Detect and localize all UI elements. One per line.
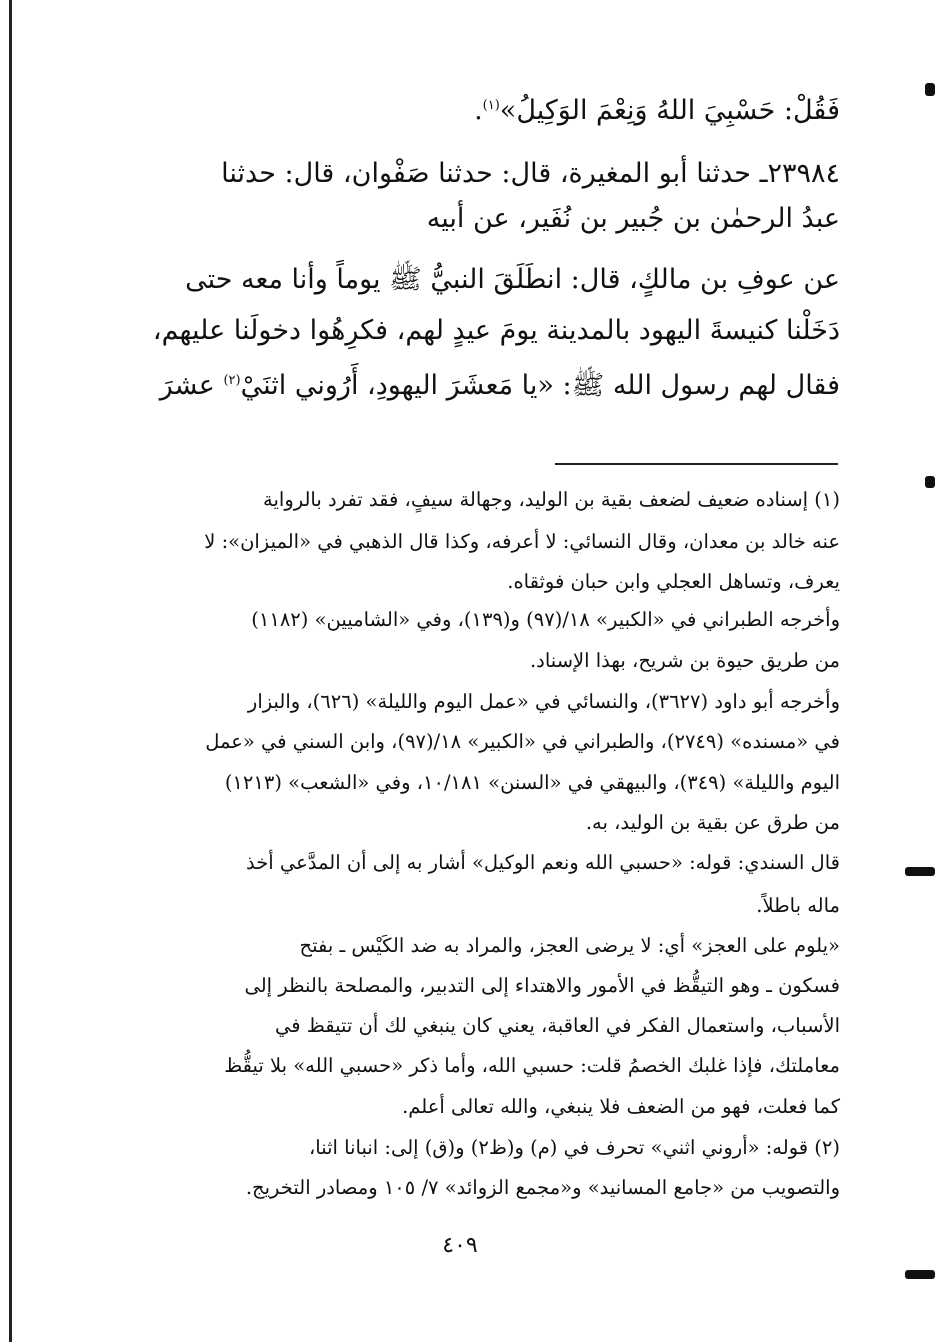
footnote-line: (١) إسناده ضعيف لضعف بقية بن الوليد، وجهالة سيفٍ، فقد تفرد بالرواية [263,488,840,511]
page-number: ٤٠٩ [442,1233,478,1258]
left-page-border [9,0,12,1342]
main-line-1: فَقُلْ: حَسْبِيَ اللهُ وَنِعْمَ الوَكِيلُ»$^{(١)}$. [474,95,840,126]
scan-edge-mark [925,476,935,488]
scan-edge-mark [905,1270,935,1279]
footnote-line: وأخرجه أبو داود (٣٦٢٧)، والنسائي في «عمل اليوم والليلة» (٦٢٦)، والبزار [247,690,840,713]
footnote-line: ماله باطلاً. [756,894,840,917]
footnote-line: من طرق عن بقية بن الوليد، به. [585,811,840,834]
footnote-line: معاملتك، فإذا غلبك الخصمُ قلت: حسبي الله، وأما ذكر «حسبي الله» بلا تيقُّظ [224,1054,840,1077]
footnote-line: عنه خالد بن معدان، وقال النسائي: لا أعرفه، وكذا قال الذهبي في «الميزان»: لا [204,530,840,553]
footnote-line: من طريق حيوة بن شريح، بهذا الإسناد. [529,649,840,672]
footnote-line: والتصويب من «جامع المسانيد» و«مجمع الزوائد» ٧/ ١٠٥ ومصادر التخريج. [245,1176,840,1199]
footnote-line: كما فعلت، فهو من الضعف فلا ينبغي، والله تعالى أعلم. [402,1095,840,1118]
footnote-line: الأسباب، واستعمال الفكر في العاقبة، يعني كان ينبغي لك أن تتيقظ في [274,1014,840,1037]
scan-edge-mark [925,83,935,96]
main-line-5: دَخَلْنا كنيسةَ اليهود بالمدينة يومَ عيدٍ لهم، فكرِهُوا دخولَنا عليهم، [152,315,840,346]
footnote-line: اليوم والليلة» (٣٤٩)، والبيهقي في «السنن» ١٠/١٨١، وفي «الشعب» (١٢١٣) [224,771,840,794]
main-line-4: عن عوفِ بن مالكٍ، قال: انطَلَقَ النبيُّ ﷺ يوماً وأنا معه حتى [185,264,840,295]
footnote-line: قال السندي: قوله: «حسبي الله ونعم الوكيل» أشار به إلى أن المدَّعي أخذ [245,851,840,874]
main-line-2: ٢٣٩٨٤ـ حدثنا أبو المغيرة، قال: حدثنا صَفْوان، قال: حدثنا [221,158,840,189]
main-line-6: فقال لهم رسول الله ﷺ: «يا مَعشَرَ اليهودِ، أَرُوني اثنَيْ$^{(٢)}$ عشرَ [159,370,840,401]
footnote-separator [555,463,838,465]
footnote-line: فسكون ـ وهو التيقُّظ في الأمور والاهتداء إلى التدبير، والمصلحة بالنظر إلى [244,974,840,997]
footnote-line: (٢) قوله: «أروني اثني» تحرف في (م) و(ظ٢) و(ق) إلى: انبانا اثنا، [309,1136,840,1159]
scan-edge-mark [905,867,935,876]
footnote-line: في «مسنده» (٢٧٤٩)، والطبراني في «الكبير» ١٨/(٩٧)، وابن السني في «عمل [205,730,840,753]
footnote-line: «يلوم على العجز» أي: لا يرضى العجز، والمراد به ضد الكَيْس ـ بفتح [299,934,840,957]
footnote-line: وأخرجه الطبراني في «الكبير» ١٨/(٩٧) و(١٣٩)، وفي «الشاميين» (١١٨٢) [251,608,840,631]
footnote-line: يعرف، وتساهل العجلي وابن حبان فوثقاه. [507,570,840,593]
main-line-3: عبدُ الرحمٰن بن جُبير بن نُفَير، عن أبيه [426,203,840,234]
